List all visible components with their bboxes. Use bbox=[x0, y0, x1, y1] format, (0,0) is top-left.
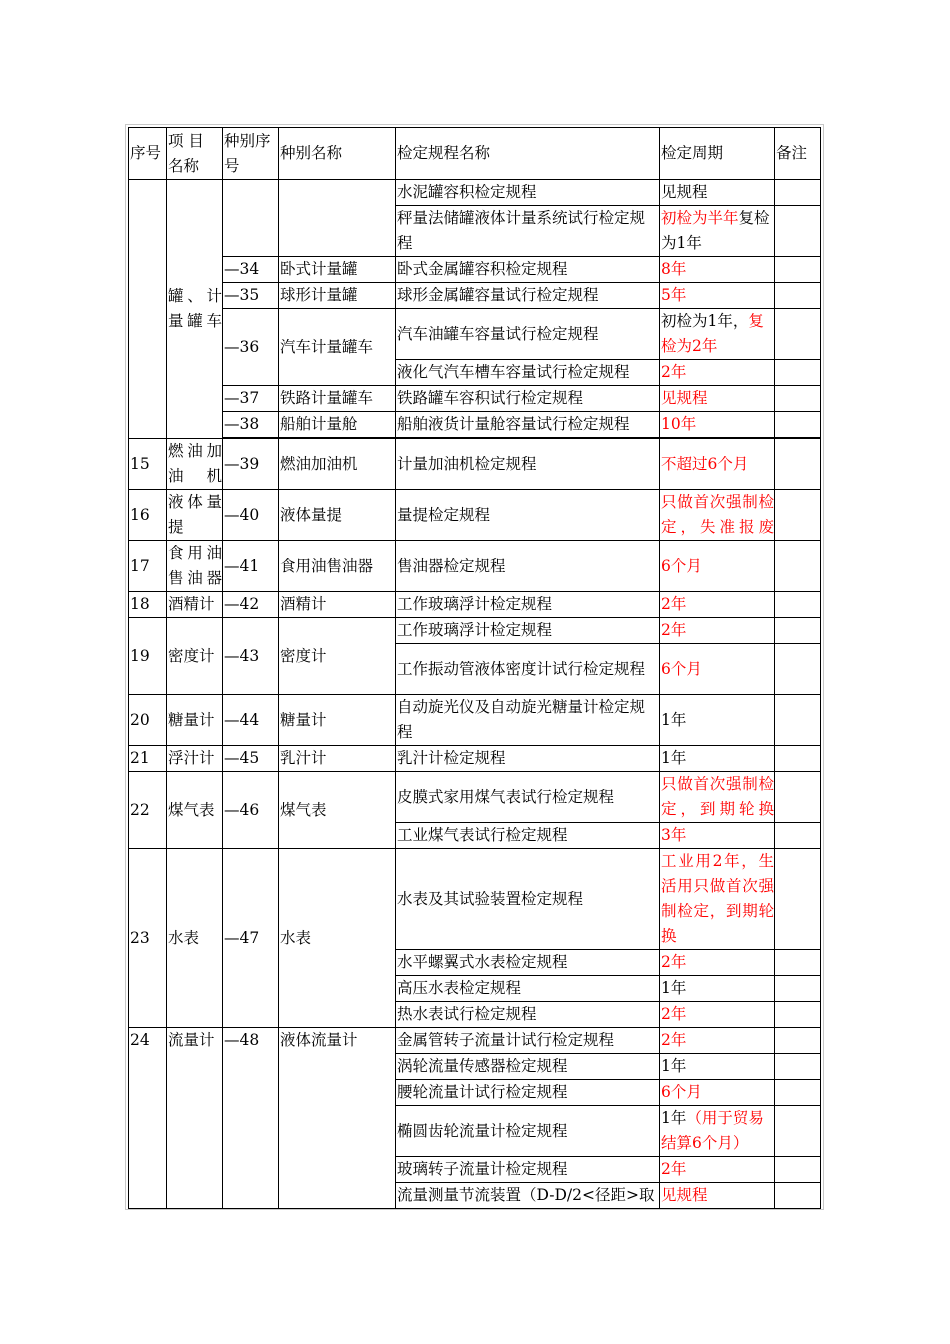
group-seq-cell: 18 bbox=[129, 592, 167, 618]
reg-name-cell: 汽车油罐车容量试行检定规程 bbox=[396, 309, 660, 360]
reg-name-cell: 船舶液货计量舱容量试行检定规程 bbox=[396, 412, 660, 438]
header-period: 检定周期 bbox=[660, 128, 775, 180]
header-item-name: 项 目 名称 bbox=[167, 128, 223, 180]
type-code-cell: —41 bbox=[223, 541, 279, 592]
period-cell: 工业用2年，生活用只做首次强制检定，到期轮换 bbox=[660, 849, 775, 950]
period-black-text: 初检为1年， bbox=[661, 312, 749, 330]
period-cell: 只做首次强制检定，失准报废 bbox=[660, 490, 775, 541]
period-red-text: 复检为2年 bbox=[661, 312, 764, 355]
group-seq-cell: 24 bbox=[129, 1028, 167, 1209]
period-cell: 2年 bbox=[660, 950, 775, 976]
type-code-cell: —37 bbox=[223, 386, 279, 412]
reg-name-cell: 液化气汽车槽车容量试行检定规程 bbox=[396, 360, 660, 386]
verification-table bbox=[128, 127, 821, 1209]
period-cell: 10年 bbox=[660, 412, 775, 438]
type-code-cell: —35 bbox=[223, 283, 279, 309]
period-cell: 3年 bbox=[660, 823, 775, 849]
reg-name-cell: 金属管转子流量计试行检定规程 bbox=[396, 1028, 660, 1054]
period-cell: 见规程 bbox=[660, 386, 775, 412]
remark-cell bbox=[775, 1106, 821, 1157]
type-name-cell: 水表 bbox=[279, 849, 396, 1028]
table-row bbox=[129, 490, 821, 541]
header-type-seq: 种别序号 bbox=[223, 128, 279, 180]
remark-cell bbox=[775, 439, 821, 490]
reg-name-cell: 玻璃转子流量计检定规程 bbox=[396, 1157, 660, 1183]
remark-cell bbox=[775, 541, 821, 592]
remark-cell bbox=[775, 257, 821, 283]
table-row bbox=[129, 439, 821, 490]
period-red-text: （用于贸易结算6个月） bbox=[661, 1109, 764, 1152]
type-name-cell: 卧式计量罐 bbox=[279, 257, 396, 283]
reg-name-cell: 自动旋光仪及自动旋光糖量计检定规程 bbox=[396, 695, 660, 746]
reg-name-cell: 量提检定规程 bbox=[396, 490, 660, 541]
group-name-cell: 煤气表 bbox=[167, 772, 223, 849]
reg-name-cell: 工业煤气表试行检定规程 bbox=[396, 823, 660, 849]
reg-name-cell: 水表及其试验装置检定规程 bbox=[396, 849, 660, 950]
period-cell: 8年 bbox=[660, 257, 775, 283]
type-name-cell: 液体量提 bbox=[279, 490, 396, 541]
remark-cell bbox=[775, 950, 821, 976]
type-name-cell: 煤气表 bbox=[279, 772, 396, 849]
type-code-cell: —38 bbox=[223, 412, 279, 438]
type-code-cell: —43 bbox=[223, 618, 279, 695]
remark-cell bbox=[775, 412, 821, 438]
remark-cell bbox=[775, 823, 821, 849]
table-row bbox=[129, 772, 821, 823]
period-cell: 5年 bbox=[660, 283, 775, 309]
period-cell: 1年 bbox=[660, 746, 775, 772]
period-cell: 2年 bbox=[660, 618, 775, 644]
type-name-cell: 糖量计 bbox=[279, 695, 396, 746]
period-cell: 1年 bbox=[660, 976, 775, 1002]
reg-name-cell: 乳汁计检定规程 bbox=[396, 746, 660, 772]
remark-cell bbox=[775, 592, 821, 618]
table-row bbox=[129, 412, 821, 438]
reg-name-cell: 计量加油机检定规程 bbox=[396, 439, 660, 490]
table-row bbox=[129, 180, 821, 206]
reg-name-cell: 铁路罐车容积试行检定规程 bbox=[396, 386, 660, 412]
reg-name-cell: 皮膜式家用煤气表试行检定规程 bbox=[396, 772, 660, 823]
period-cell bbox=[660, 206, 775, 257]
type-code-cell: —47 bbox=[223, 849, 279, 1028]
group-seq-cell: 15 bbox=[129, 439, 167, 490]
remark-cell bbox=[775, 695, 821, 746]
group-seq-cell bbox=[129, 180, 167, 439]
reg-name-cell: 椭圆齿轮流量计检定规程 bbox=[396, 1106, 660, 1157]
period-cell: 6个月 bbox=[660, 644, 775, 695]
remark-cell bbox=[775, 1183, 821, 1209]
type-code-cell bbox=[223, 180, 279, 257]
remark-cell bbox=[775, 746, 821, 772]
header-reg-name: 检定规程名称 bbox=[396, 128, 660, 180]
type-code-cell: —42 bbox=[223, 592, 279, 618]
period-black-text: 1年 bbox=[661, 1109, 687, 1127]
remark-cell bbox=[775, 618, 821, 644]
period-red-text: 初检为半年 bbox=[661, 209, 739, 227]
type-name-cell: 食用油售油器 bbox=[279, 541, 396, 592]
period-cell: 6个月 bbox=[660, 1080, 775, 1106]
remark-cell bbox=[775, 283, 821, 309]
remark-cell bbox=[775, 976, 821, 1002]
period-cell: 1年 bbox=[660, 695, 775, 746]
type-name-cell bbox=[279, 180, 396, 257]
group-name-cell: 酒精计 bbox=[167, 592, 223, 618]
type-code-cell: —39 bbox=[223, 439, 279, 490]
reg-name-cell: 水泥罐容积检定规程 bbox=[396, 180, 660, 206]
table-row bbox=[129, 618, 821, 644]
group-seq-cell: 20 bbox=[129, 695, 167, 746]
group-name-cell: 浮汁计 bbox=[167, 746, 223, 772]
reg-name-cell: 秤量法储罐液体计量系统试行检定规程 bbox=[396, 206, 660, 257]
group-name-cell: 食用油售油器 bbox=[167, 541, 223, 592]
table-row bbox=[129, 746, 821, 772]
group-seq-cell: 23 bbox=[129, 849, 167, 1028]
type-name-cell: 铁路计量罐车 bbox=[279, 386, 396, 412]
type-code-cell: —46 bbox=[223, 772, 279, 849]
reg-name-cell: 工作振动管液体密度计试行检定规程 bbox=[396, 644, 660, 695]
remark-cell bbox=[775, 490, 821, 541]
remark-cell bbox=[775, 309, 821, 360]
remark-cell bbox=[775, 1157, 821, 1183]
remark-cell bbox=[775, 772, 821, 823]
period-cell bbox=[660, 309, 775, 360]
group-name-cell: 水表 bbox=[167, 849, 223, 1028]
period-black-text: 复检为1年 bbox=[661, 209, 770, 252]
remark-cell bbox=[775, 360, 821, 386]
table-row bbox=[129, 283, 821, 309]
type-name-cell: 船舶计量舱 bbox=[279, 412, 396, 438]
header-type-name: 种别名称 bbox=[279, 128, 396, 180]
table-header-row bbox=[129, 128, 821, 180]
table-row bbox=[129, 386, 821, 412]
remark-cell bbox=[775, 1054, 821, 1080]
type-code-cell: —48 bbox=[223, 1028, 279, 1209]
remark-cell bbox=[775, 180, 821, 206]
group-name-cell: 糖量计 bbox=[167, 695, 223, 746]
remark-cell bbox=[775, 1028, 821, 1054]
type-name-cell: 液体流量计 bbox=[279, 1028, 396, 1209]
table-row bbox=[129, 849, 821, 950]
period-cell: 见规程 bbox=[660, 1183, 775, 1209]
type-code-cell: —44 bbox=[223, 695, 279, 746]
period-cell: 1年 bbox=[660, 1054, 775, 1080]
remark-cell bbox=[775, 1002, 821, 1028]
type-code-cell: —45 bbox=[223, 746, 279, 772]
group-name-cell: 液体量提 bbox=[167, 490, 223, 541]
type-code-cell: —36 bbox=[223, 309, 279, 386]
type-name-cell: 乳汁计 bbox=[279, 746, 396, 772]
group-seq-cell: 22 bbox=[129, 772, 167, 849]
period-cell: 不超过6个月 bbox=[660, 439, 775, 490]
table-row bbox=[129, 1028, 821, 1054]
reg-name-cell: 球形金属罐容量试行检定规程 bbox=[396, 283, 660, 309]
period-cell: 2年 bbox=[660, 1002, 775, 1028]
type-code-cell: —34 bbox=[223, 257, 279, 283]
header-seq: 序号 bbox=[129, 128, 167, 180]
reg-name-cell: 售油器检定规程 bbox=[396, 541, 660, 592]
type-name-cell: 球形计量罐 bbox=[279, 283, 396, 309]
reg-name-cell: 腰轮流量计试行检定规程 bbox=[396, 1080, 660, 1106]
period-cell: 见规程 bbox=[660, 180, 775, 206]
type-name-cell: 密度计 bbox=[279, 618, 396, 695]
group-name-cell: 密度计 bbox=[167, 618, 223, 695]
group-seq-cell: 17 bbox=[129, 541, 167, 592]
reg-name-cell: 卧式金属罐容积检定规程 bbox=[396, 257, 660, 283]
remark-cell bbox=[775, 386, 821, 412]
period-cell: 6个月 bbox=[660, 541, 775, 592]
reg-name-cell: 工作玻璃浮计检定规程 bbox=[396, 592, 660, 618]
group-seq-cell: 21 bbox=[129, 746, 167, 772]
remark-cell bbox=[775, 206, 821, 257]
group-seq-cell: 19 bbox=[129, 618, 167, 695]
period-cell bbox=[660, 1106, 775, 1157]
table-row bbox=[129, 592, 821, 618]
period-cell: 2年 bbox=[660, 1157, 775, 1183]
period-cell: 2年 bbox=[660, 592, 775, 618]
remark-cell bbox=[775, 849, 821, 950]
reg-name-cell: 涡轮流量传感器检定规程 bbox=[396, 1054, 660, 1080]
type-name-cell: 汽车计量罐车 bbox=[279, 309, 396, 386]
group-seq-cell: 16 bbox=[129, 490, 167, 541]
group-name-cell: 罐、计量罐车 bbox=[167, 180, 223, 439]
reg-name-cell: 流量测量节流装置（D-D/2<径距>取 bbox=[396, 1183, 660, 1209]
reg-name-cell: 水平螺翼式水表检定规程 bbox=[396, 950, 660, 976]
type-name-cell: 燃油加油机 bbox=[279, 439, 396, 490]
group-name-cell: 燃油加油机 bbox=[167, 439, 223, 490]
table-row bbox=[129, 309, 821, 360]
header-remark: 备注 bbox=[775, 128, 821, 180]
reg-name-cell: 高压水表检定规程 bbox=[396, 976, 660, 1002]
period-cell: 2年 bbox=[660, 1028, 775, 1054]
type-name-cell: 酒精计 bbox=[279, 592, 396, 618]
group-name-cell: 流量计 bbox=[167, 1028, 223, 1209]
table-row bbox=[129, 541, 821, 592]
remark-cell bbox=[775, 1080, 821, 1106]
type-code-cell: —40 bbox=[223, 490, 279, 541]
reg-name-cell: 热水表试行检定规程 bbox=[396, 1002, 660, 1028]
table-row bbox=[129, 695, 821, 746]
reg-name-cell: 工作玻璃浮计检定规程 bbox=[396, 618, 660, 644]
remark-cell bbox=[775, 644, 821, 695]
period-cell: 2年 bbox=[660, 360, 775, 386]
period-cell: 只做首次强制检定，到期轮换 bbox=[660, 772, 775, 823]
table-row bbox=[129, 257, 821, 283]
